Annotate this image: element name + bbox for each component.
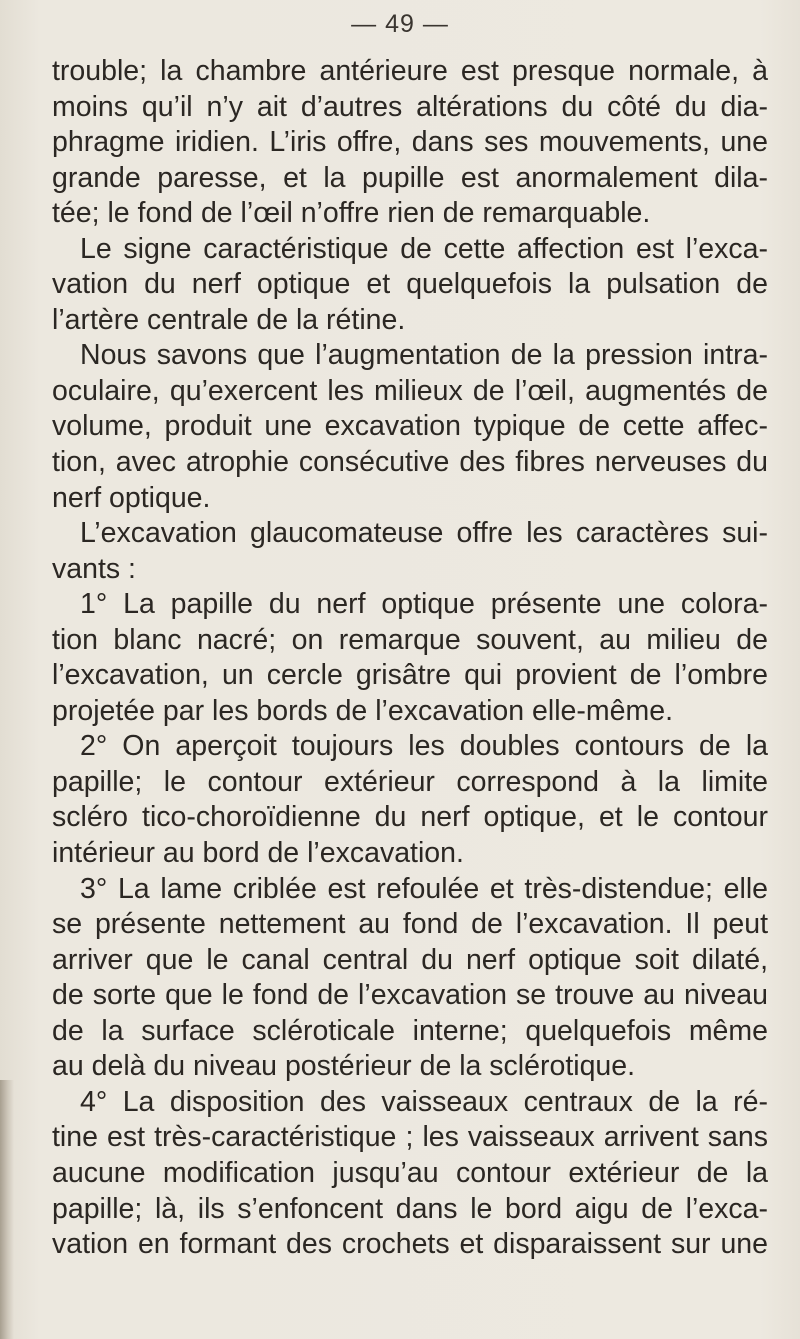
text-line: aucune modification jusqu’au contour extérieur de la (52, 1156, 768, 1189)
text-line: Le signe caractéristique de cette affection est l’exca- (80, 232, 768, 265)
body-text (52, 54, 768, 1263)
text-line: l’excavation, un cercle grisâtre qui provient de l’ombre (52, 659, 768, 692)
text-line: trouble; la chambre antérieure est presque normale, à (52, 55, 768, 87)
text-line: grande paresse, et la pupille est anormalement dila- (52, 161, 768, 194)
text-line: arriver que le canal central du nerf optique soit dilaté, (52, 943, 768, 976)
text-line: Nous savons que l’augmentation de la pression intra- (80, 339, 768, 372)
text-line: vants : (52, 552, 136, 585)
text-line: de sorte que le fond de l’excavation se trouve au niveau (52, 979, 768, 1012)
text-line: 1° La papille du nerf optique présente une colora- (80, 588, 768, 621)
text-line: scléro tico-choroïdienne du nerf optique, et le contour (52, 801, 768, 834)
text-line: de la surface scléroticale interne; quelquefois même (52, 1014, 768, 1047)
text-line: l’artère centrale de la rétine. (52, 303, 406, 336)
text-line: nerf optique. (52, 481, 211, 514)
text-line: tion blanc nacré; on remarque souvent, au milieu de (52, 623, 768, 656)
text-line: tion, avec atrophie consécutive des fibres nerveuses du (52, 446, 768, 479)
text-line: tée; le fond de l’œil n’offre rien de remarquable. (52, 197, 651, 230)
text-line: 2° On aperçoit toujours les doubles contours de la (80, 730, 768, 763)
text-line: papille; le contour extérieur correspond à la limite (52, 765, 768, 798)
text-line: tine est très-caractéristique ; les vaisseaux arrivent sans (52, 1121, 768, 1154)
text-line: oculaire, qu’exercent les milieux de l’œil, augmentés de (52, 374, 768, 407)
text-line: moins qu’il n’y ait d’autres altérations du côté du dia- (52, 90, 768, 123)
text-line: vation en formant des crochets et disparaissent sur une (52, 1228, 768, 1261)
text-line: intérieur au bord de l’excavation. (52, 837, 464, 870)
page-number: — 49 — (351, 10, 449, 38)
text-line: se présente nettement au fond de l’excavation. Il peut (52, 908, 768, 941)
text-line: vation du nerf optique et quelquefois la pulsation de (52, 268, 768, 301)
text-line: au delà du niveau postérieur de la sclérotique. (52, 1050, 636, 1083)
text-line: volume, produit une excavation typique de cette affec- (52, 410, 768, 443)
text-line: 4° La disposition des vaisseaux centraux de la ré- (80, 1085, 768, 1118)
text-line: phragme iridien. L’iris offre, dans ses mouvements, une (52, 126, 768, 159)
text-line: 3° La lame criblée est refoulée et très-distendue; elle (80, 872, 768, 905)
text-line: papille; là, ils s’enfoncent dans le bord aigu de l’exca- (52, 1192, 768, 1225)
text-line: projetée par les bords de l’excavation elle-même. (52, 694, 673, 727)
text-line: L’excavation glaucomateuse offre les caractères sui- (80, 517, 768, 550)
page-binding-shadow (0, 1080, 14, 1339)
